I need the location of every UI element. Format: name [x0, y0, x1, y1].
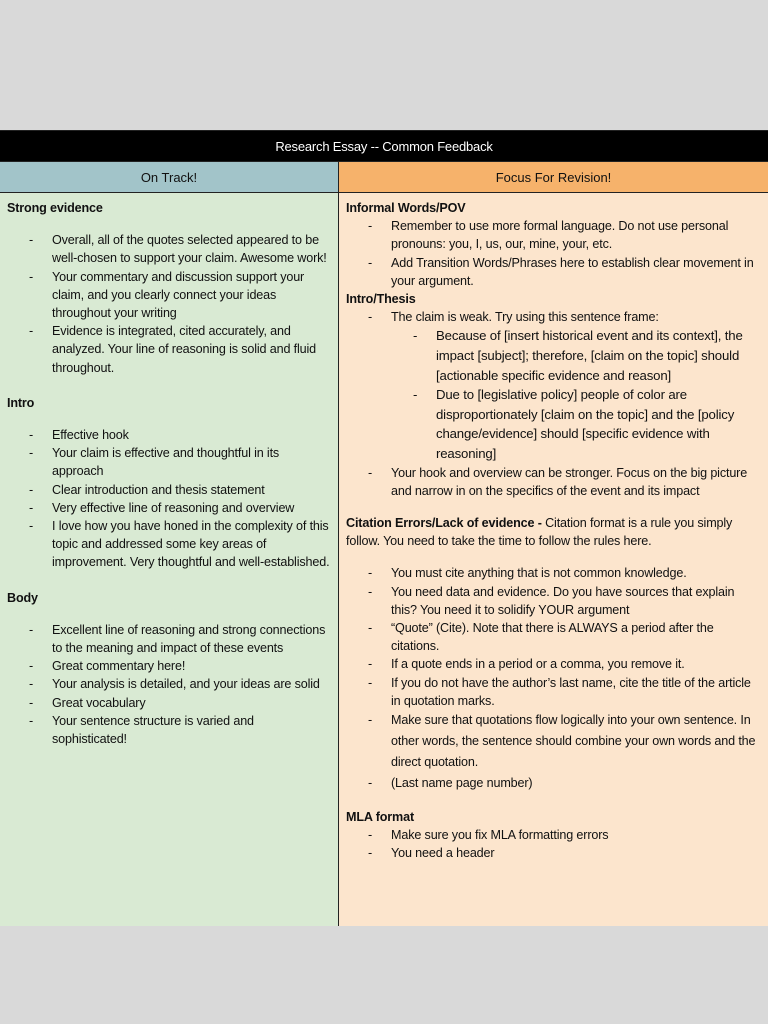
list-item: - Your claim is effective and thoughtful in its approach [7, 444, 332, 480]
list-item: - Make sure that quotations flow logically into your own sentence. In other words, the sentence should combine your own words and the direct quotation. [346, 710, 762, 773]
on-track-header: On Track! [0, 162, 339, 192]
list-item: - If a quote ends in a period or a comma, you remove it. [346, 655, 762, 673]
list-item: - You must cite anything that is not common knowledge. [346, 564, 762, 582]
sentence-frame: - Because of [insert historical event and its context], the impact [subject]; therefore, [claim on the topic] should [actionable specific evidence and reason] [391, 326, 762, 385]
strong-evidence-list [7, 231, 332, 377]
sentence-frame-list [391, 326, 762, 463]
sentence-frame: - Due to [legislative policy] people of color are disproportionately [claim on the topic] and the [policy change/evidence] should [specific evidence with reasoning] [391, 385, 762, 463]
column-headers [0, 161, 768, 193]
list-item: - Excellent line of reasoning and strong connections to the meaning and impact of these events [7, 621, 332, 657]
citation-errors-intro: Citation format is a rule you simply follow. You need to take the time to follow the rules here. [346, 515, 733, 549]
intro-heading: Intro [7, 395, 35, 410]
informal-words-list [346, 217, 762, 290]
feedback-table-body [0, 193, 768, 926]
list-item: - If you do not have the author’s last name, cite the title of the article in quotation marks. [346, 674, 762, 710]
intro-thesis-heading: Intro/Thesis [346, 292, 416, 307]
intro-list [7, 426, 332, 572]
focus-for-revision-column [339, 193, 768, 926]
list-item: - I love how you have honed in the complexity of this topic and addressed some key areas of improvement. Very thoughtful and well-established. [7, 517, 332, 572]
sentence-frame-prompt: The claim is weak. Try using this sentence frame: [391, 310, 659, 325]
body-list [7, 621, 332, 748]
list-item: - Great vocabulary [7, 694, 332, 712]
list-item: - “Quote” (Cite). Note that there is ALWAYS a period after the citations. [346, 619, 762, 655]
list-item: - Your commentary and discussion support your claim, and you clearly connect your ideas throughout your writing [7, 268, 332, 323]
body-heading: Body [7, 590, 38, 605]
list-item: - Remember to use more formal language. Do not use personal pronouns: you, I, us, our, mine, your, etc. [346, 217, 762, 253]
list-item [346, 308, 762, 463]
list-item: - Make sure you fix MLA formatting errors [346, 826, 762, 844]
mla-format-heading: MLA format [346, 810, 414, 825]
list-item: - Great commentary here! [7, 657, 332, 675]
citation-errors-heading: Citation Errors/Lack of evidence - [346, 515, 542, 530]
informal-words-heading: Informal Words/POV [346, 201, 466, 215]
citation-errors-paragraph [346, 514, 762, 550]
list-item: - Add Transition Words/Phrases here to establish clear movement in your argument. [346, 254, 762, 290]
list-item: - Clear introduction and thesis statement [7, 481, 332, 499]
focus-for-revision-header: Focus For Revision! [339, 162, 768, 192]
list-item: - You need a header [346, 844, 762, 862]
citation-errors-list [346, 564, 762, 710]
feedback-document [0, 130, 768, 925]
list-item: - Your hook and overview can be stronger. Focus on the big picture and narrow in on the specifics of the event and its impact [346, 464, 762, 500]
list-item: - Effective hook [7, 426, 332, 444]
on-track-column [0, 193, 339, 926]
intro-thesis-list [346, 308, 762, 500]
mla-format-list [346, 826, 762, 862]
list-item: - (Last name page number) [346, 773, 762, 794]
list-item: - Very effective line of reasoning and overview [7, 499, 332, 517]
document-title: Research Essay -- Common Feedback [0, 131, 768, 161]
list-item: - Overall, all of the quotes selected appeared to be well-chosen to support your claim. Awesome work! [7, 231, 332, 267]
list-item: - Your analysis is detailed, and your ideas are solid [7, 675, 332, 693]
citation-errors-list-continued [346, 710, 762, 794]
list-item: - Your sentence structure is varied and sophisticated! [7, 712, 332, 748]
list-item: - Evidence is integrated, cited accurately, and analyzed. Your line of reasoning is solid and fluid throughout. [7, 322, 332, 377]
strong-evidence-heading: Strong evidence [7, 201, 103, 215]
list-item: - You need data and evidence. Do you have sources that explain this? You need it to solidify YOUR argument [346, 583, 762, 619]
